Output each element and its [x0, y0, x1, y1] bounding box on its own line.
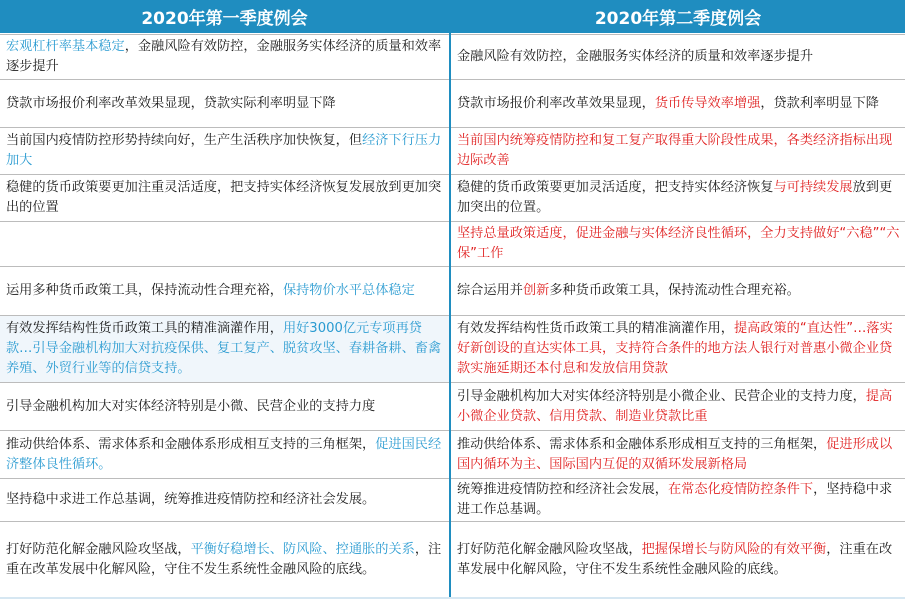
cell-text — [457, 131, 901, 171]
column-header-q1: 2020年第一季度例会 — [0, 0, 449, 33]
table-cell-q1 — [0, 382, 449, 430]
highlight-text: 提高小微企业贷款、信用贷款、制造业贷款比重 — [457, 388, 893, 424]
highlight-text: 用好3000亿元专项再贷款…引导金融机构加大对抗疫保供、复工复产、脱贫攻坚、春耕备耕、畜禽养殖、外贸行业等的信贷支持。 — [6, 321, 442, 376]
highlight-text: 货币传导效率增强 — [654, 95, 761, 111]
highlight-text: 平衡好稳增长、防风险、控通胀的关系 — [190, 541, 415, 557]
table-cell-q2 — [451, 174, 905, 221]
body-text: 运用多种货币政策工具，保持流动性合理充裕， — [6, 283, 283, 298]
table-cell-q2 — [451, 315, 905, 382]
table-cell-q1 — [0, 34, 449, 79]
highlight-text: 把握保增长与防风险的有效平衡 — [641, 541, 827, 557]
cell-text — [457, 387, 901, 427]
table-cell-q1 — [0, 174, 449, 221]
column-header-q2: 2020年第二季度例会 — [451, 0, 905, 33]
body-text: 金融风险有效防控，金融服务实体经济的质量和效率逐步提升 — [457, 49, 814, 64]
table-cell-q2 — [451, 382, 905, 430]
highlight-text: 创新 — [522, 283, 550, 298]
cell-text — [457, 94, 879, 114]
table-cell-q2 — [451, 266, 905, 315]
body-text: 引导金融机构加大对实体经济特别是小微企业、民营企业的支持力度， — [457, 388, 866, 404]
body-text: 统筹推进疫情防控和经济社会发展， — [457, 482, 668, 497]
body-text: 有效发挥结构性货币政策工具的精准滴灌作用， — [6, 321, 283, 336]
body-text: 综合运用并 — [457, 283, 523, 298]
body-text: 多种货币政策工具，保持流动性合理充裕。 — [549, 283, 800, 298]
body-text: ，坚持稳中求进工作总基调。 — [457, 482, 893, 517]
highlight-text: 坚持总量政策适度，促进金融与实体经济良性循环，全力支持做好“六稳”“六保”工作 — [457, 226, 900, 261]
body-text: 当前国内疫情防控形势持续向好，生产生活秩序加快恢复，但 — [6, 133, 363, 148]
cell-text — [6, 37, 445, 77]
cell-text — [457, 178, 901, 218]
body-text: 推动供给体系、需求体系和金融体系形成相互支持的三角框架， — [6, 436, 376, 452]
table-cell-q1 — [0, 79, 449, 127]
body-text: 打好防范化解金融风险攻坚战， — [457, 541, 642, 557]
table-cell-q2 — [451, 478, 905, 521]
cell-text — [457, 319, 901, 379]
table-cell-q2 — [451, 79, 905, 127]
body-text: ，注重在改革发展中化解风险，守住不发生系统性金融风险的底线。 — [457, 541, 893, 577]
highlight-text: 在常态化疫情防控条件下 — [668, 482, 814, 497]
body-text: 放到更加突出的位置。 — [457, 180, 893, 215]
highlight-text: 促进国民经济整体良性循环。 — [6, 436, 442, 472]
table-cell-q1 — [0, 266, 449, 315]
cell-text — [6, 178, 445, 218]
table-cell-q2 — [451, 430, 905, 478]
cell-text — [457, 435, 901, 475]
body-text: 引导金融机构加大对实体经济特别是小微、民营企业的支持力度 — [6, 398, 376, 414]
highlight-text: 与可持续发展 — [773, 180, 853, 195]
table-cell-q1 — [0, 521, 449, 597]
cell-text — [6, 397, 375, 417]
table-cell-q1 — [0, 430, 449, 478]
cell-text — [6, 319, 445, 379]
body-text: 稳健的货币政策要更加注重灵活适度，把支持实体经济恢复发展放到更加突出的位置 — [6, 180, 442, 215]
cell-text — [457, 540, 901, 580]
highlight-text: 经济下行压力加大 — [6, 133, 442, 168]
table-cell-q2 — [451, 221, 905, 266]
cell-text — [6, 131, 445, 171]
cell-text — [6, 94, 336, 114]
cell-text — [457, 224, 901, 264]
table-cell-q1 — [0, 221, 449, 266]
body-text: ，贷款利率明显下降 — [760, 95, 879, 111]
body-text: 推动供给体系、需求体系和金融体系形成相互支持的三角框架， — [457, 436, 827, 452]
body-text: ，注重在改革发展中化解风险，守住不发生系统性金融风险的底线。 — [6, 541, 442, 577]
body-text: 稳健的货币政策要更加灵活适度，把支持实体经济恢复 — [457, 180, 774, 195]
body-text: 贷款市场报价利率改革效果显现，贷款实际利率明显下降 — [6, 95, 336, 111]
body-text: 打好防范化解金融风险攻坚战， — [6, 541, 191, 557]
cell-text — [457, 47, 813, 67]
cell-text — [6, 281, 415, 301]
table-cell-q1 — [0, 478, 449, 521]
table-cell-q1 — [0, 315, 449, 382]
table-cell-q2 — [451, 521, 905, 597]
body-text: 贷款市场报价利率改革效果显现， — [457, 95, 655, 111]
table-cell-q2 — [451, 34, 905, 79]
highlight-text: 促进形成以国内循环为主、国际国内互促的双循环发展新格局 — [457, 436, 893, 472]
highlight-text: 当前国内统筹疫情防控和复工复产取得重大阶段性成果，各类经济指标出现边际改善 — [457, 133, 893, 168]
body-text: 有效发挥结构性货币政策工具的精准滴灌作用， — [457, 321, 734, 336]
cell-text — [6, 490, 375, 510]
highlight-text: 保持物价水平总体稳定 — [282, 283, 415, 298]
cell-text — [457, 480, 901, 520]
body-text: 坚持稳中求进工作总基调，统筹推进疫情防控和经济社会发展。 — [6, 492, 376, 507]
cell-text — [6, 435, 445, 475]
highlight-text: 宏观杠杆率基本稳定 — [6, 39, 125, 54]
cell-text — [6, 540, 445, 580]
highlight-text: 提高政策的“直达性”…落实好新创设的直达实体工具，支持符合条件的地方法人银行对普惠小微企业贷款实施延期还本付息和发放信用贷款 — [457, 321, 893, 376]
cell-text — [457, 281, 800, 301]
table-cell-q2 — [451, 127, 905, 174]
body-text: ，金融风险有效防控，金融服务实体经济的质量和效率逐步提升 — [6, 39, 442, 74]
table-cell-q1 — [0, 127, 449, 174]
